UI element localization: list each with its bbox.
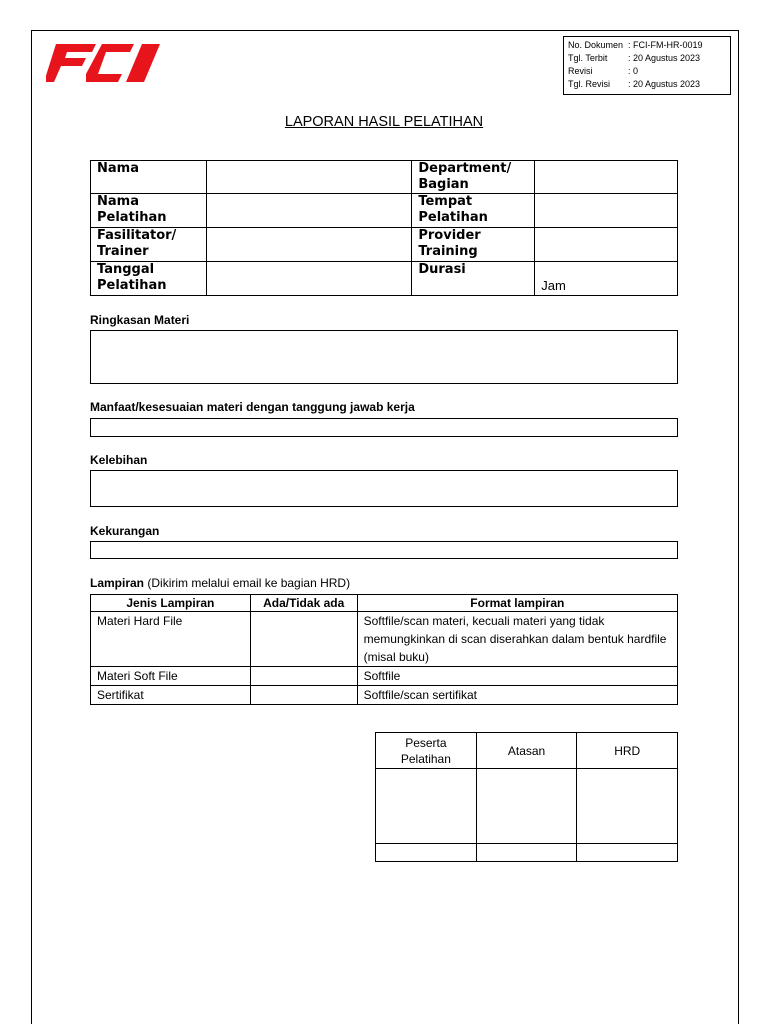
column-header: Format lampiran <box>357 595 677 612</box>
table-cell: Materi Hard File <box>91 612 251 667</box>
signature-table <box>375 732 678 862</box>
input-durasi[interactable] <box>535 262 678 296</box>
label-tempat-pelatihan: Tempat Pelatihan <box>412 194 535 228</box>
label-fasilitator: Fasilitator/ Trainer <box>91 228 207 262</box>
fci-logo-mark <box>46 44 160 82</box>
input-fasilitator[interactable] <box>206 228 411 262</box>
table-cell: Softfile <box>357 667 677 686</box>
name-field-hrd[interactable] <box>577 844 678 862</box>
ringkasan-label: Ringkasan Materi <box>90 313 190 327</box>
kelebihan-label: Kelebihan <box>90 453 148 467</box>
input-nama-pelatihan[interactable] <box>206 194 411 228</box>
lampiran-table <box>90 594 678 705</box>
fci-logo <box>46 44 162 82</box>
lampiran-title: Lampiran <box>90 576 145 590</box>
table-header-row <box>91 595 678 612</box>
label-durasi: Durasi <box>412 262 535 296</box>
doc-info-row <box>568 65 726 78</box>
ringkasan-field[interactable] <box>90 330 678 384</box>
label-provider: Provider Training <box>412 228 535 262</box>
manfaat-field[interactable] <box>90 418 678 437</box>
doc-info-row <box>568 39 726 52</box>
training-info-table <box>90 160 678 296</box>
input-nama[interactable] <box>206 161 411 194</box>
table-row <box>91 686 678 705</box>
input-provider[interactable] <box>535 228 678 262</box>
label-nama: Nama <box>91 161 207 194</box>
kelebihan-field[interactable] <box>90 470 678 507</box>
input-tempat-pelatihan[interactable] <box>535 194 678 228</box>
signature-row <box>376 769 678 844</box>
page-title: LAPORAN HASIL PELATIHAN <box>284 114 484 130</box>
kekurangan-field[interactable] <box>90 541 678 559</box>
table-cell-input[interactable] <box>250 686 357 705</box>
doc-info-value: : 20 Agustus 2023 <box>628 53 701 63</box>
label-tanggal: Tanggal Pelatihan <box>91 262 207 296</box>
input-department[interactable] <box>535 161 678 194</box>
jam-unit: Jam <box>541 278 566 293</box>
label-department: Department/ Bagian <box>412 161 535 194</box>
table-cell: Softfile/scan sertifikat <box>357 686 677 705</box>
doc-info-label: No. Dokumen <box>568 40 624 50</box>
signature-name-row <box>376 844 678 862</box>
doc-info-row <box>568 52 726 65</box>
name-field-atasan[interactable] <box>476 844 577 862</box>
signature-header-row <box>376 733 678 769</box>
doc-info-value: : FCI-FM-HR-0019 <box>628 40 703 50</box>
doc-info-label: Tgl. Revisi <box>568 79 611 89</box>
column-header: Jenis Lampiran <box>91 595 251 612</box>
table-row <box>91 667 678 686</box>
lampiran-note: (Dikirim melalui email ke bagian HRD) <box>147 576 351 590</box>
name-field-peserta[interactable] <box>376 844 477 862</box>
signature-box-atasan[interactable] <box>476 769 577 844</box>
input-tanggal[interactable] <box>206 262 411 296</box>
table-cell-input[interactable] <box>250 612 357 667</box>
signature-header: Peserta Pelatihan <box>376 733 477 769</box>
table-cell: Sertifikat <box>91 686 251 705</box>
doc-info-label: Tgl. Terbit <box>568 53 608 63</box>
signature-box-hrd[interactable] <box>577 769 678 844</box>
document-info-box <box>563 36 731 95</box>
table-row <box>91 612 678 667</box>
lampiran-label <box>90 576 350 590</box>
doc-info-label: Revisi <box>568 66 593 76</box>
doc-info-row <box>568 78 726 91</box>
signature-box-peserta[interactable] <box>376 769 477 844</box>
table-cell: Materi Soft File <box>91 667 251 686</box>
label-nama-pelatihan: Nama Pelatihan <box>91 194 207 228</box>
table-cell: Softfile/scan materi, kecuali materi yang tidak memungkinkan di scan diserahkan dalam bentuk hardfile (misal buku) <box>357 612 677 667</box>
signature-header: Atasan <box>476 733 577 769</box>
table-cell-input[interactable] <box>250 667 357 686</box>
kekurangan-label: Kekurangan <box>90 524 160 538</box>
doc-info-value: : 20 Agustus 2023 <box>628 79 701 89</box>
signature-header: HRD <box>577 733 678 769</box>
doc-info-value: : 0 <box>628 66 639 76</box>
manfaat-label: Manfaat/kesesuaian materi dengan tanggung jawab kerja <box>90 400 415 414</box>
column-header: Ada/Tidak ada <box>250 595 357 612</box>
